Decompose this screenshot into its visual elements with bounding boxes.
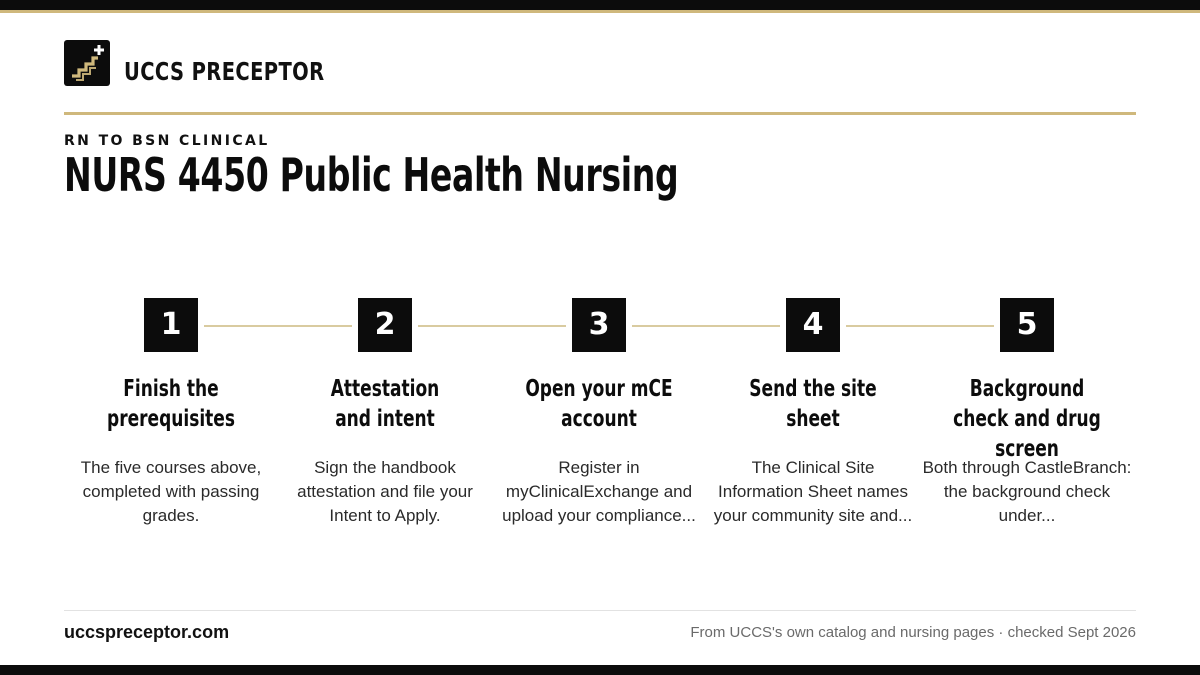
step-description: Sign the handbook attestation and file your Intent to Apply. [297,458,473,525]
step-number-badge: 1 [144,298,198,352]
step-description: The five courses above, completed with passing grades. [80,458,262,525]
step-number-badge: 5 [1000,298,1054,352]
step-description: The Clinical Site Information Sheet names your community site and... [713,458,913,525]
step-title-text: Send the site sheet [749,376,877,432]
step-5 [912,298,1142,528]
step-number-badge: 4 [786,298,840,352]
step-title-text: Attestation and intent [330,376,440,432]
footer-site-link[interactable]: uccspreceptor.com [64,622,230,642]
step-title-text: Finish the prerequisites [107,376,235,432]
stairs-plus-icon[interactable] [64,40,110,86]
step-title [56,374,286,434]
brand-name[interactable]: UCCS PRECEPTOR [124,57,325,86]
bottom-border [0,665,1200,675]
top-gold-stripe [0,10,1200,13]
step-2 [270,298,500,528]
step-number-badge: 2 [358,298,412,352]
step-title-text: Background check and drug screen [953,376,1101,462]
step-title [912,374,1142,462]
page-title: NURS 4450 Public Health Nursing [64,148,679,202]
footer-divider [64,610,1136,611]
step-description: Both through CastleBranch: the background check under... [922,458,1132,525]
step-title [270,374,500,434]
step-4 [698,298,928,528]
step-title-text: Open your mCE account [525,376,673,432]
eyebrow-label: RN TO BSN CLINICAL [64,133,270,149]
step-description: Register in myClinicalExchange and upload your compliance... [502,458,696,525]
header-divider [64,112,1136,115]
step-3 [484,298,714,528]
step-1 [56,298,286,528]
step-title [484,374,714,434]
step-title [698,374,928,434]
step-number-badge: 3 [572,298,626,352]
footer-source-note: From UCCS's own catalog and nursing pages · checked Sept 2026 [690,624,1136,641]
top-border [0,0,1200,10]
